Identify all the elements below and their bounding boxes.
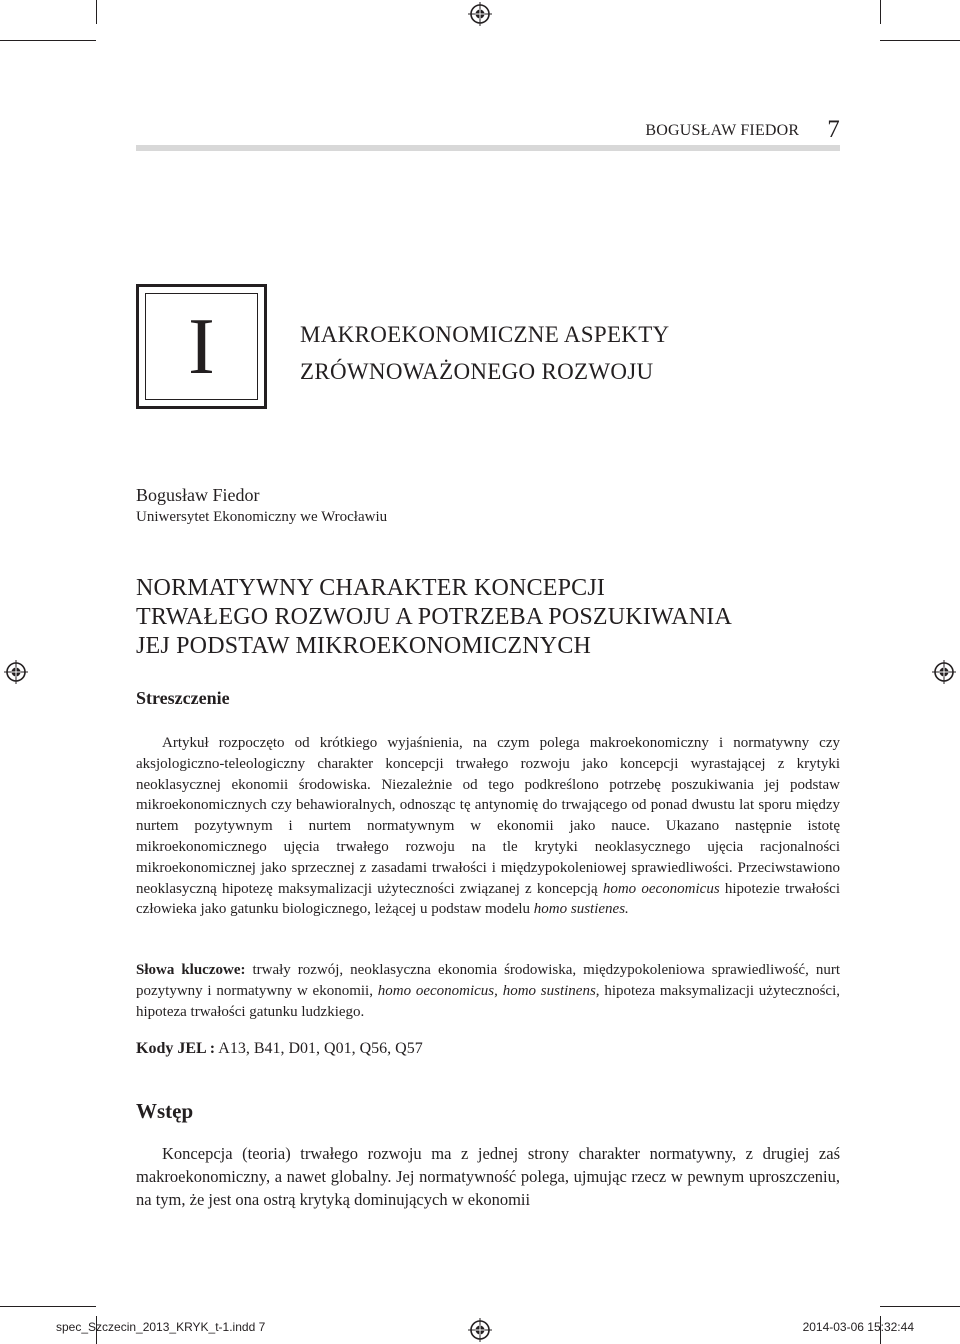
running-header-author: BOGUSŁAW FIEDOR xyxy=(645,122,800,139)
article-title xyxy=(136,574,732,661)
footer-filename: spec_Szczecin_2013_KRYK_t-1.indd 7 xyxy=(56,1320,266,1334)
running-header xyxy=(136,116,840,144)
crop-mark xyxy=(880,0,881,24)
jel-label: Kody JEL : xyxy=(136,1040,216,1057)
crop-mark xyxy=(0,1306,96,1307)
page-number: 7 xyxy=(827,116,840,143)
article-title-line: TRWAŁEGO ROZWOJU A POTRZEBA POSZUKIWANIA xyxy=(136,604,732,630)
footer-timestamp: 2014-03-06 15:32:44 xyxy=(802,1320,914,1334)
author-affiliation: Uniwersytet Ekonomiczny we Wrocławiu xyxy=(136,509,388,525)
registration-target-icon xyxy=(4,660,28,684)
crop-mark xyxy=(96,0,97,24)
registration-target-icon xyxy=(468,2,492,26)
article-title-line: NORMATYWNY CHARAKTER KONCEPCJI xyxy=(136,575,606,601)
intro-text: Koncepcja (teoria) trwałego rozwoju ma z jednej strony charakter normatywny, z drugiej zaś makroekonomiczny, a nawet globalny. Jej normatywność polega, ujmując rzecz w pewnym uproszczeniu, na tym, że jest ona ostrą krytyką dominujących w ekonomii xyxy=(136,1144,840,1209)
chapter-title xyxy=(300,316,669,390)
intro-heading: Wstęp xyxy=(136,1099,194,1123)
chapter-title-line: MAKROEKONOMICZNE ASPEKTY xyxy=(300,322,670,347)
keywords-label: Słowa kluczowe: xyxy=(136,962,246,978)
article-title-line: JEJ PODSTAW MIKROEKONOMICZNYCH xyxy=(136,633,592,659)
chapter-numeral-box xyxy=(136,284,267,409)
author-name: Bogusław Fiedor xyxy=(136,485,260,505)
header-rule xyxy=(136,145,840,151)
chapter-numeral: I xyxy=(145,293,258,400)
jel-codes: Kody JEL : A13, B41, D01, Q01, Q56, Q57 xyxy=(136,1040,423,1057)
crop-mark xyxy=(0,40,96,41)
registration-target-icon xyxy=(932,660,956,684)
registration-target-icon xyxy=(468,1318,492,1342)
abstract-heading: Streszczenie xyxy=(136,688,230,708)
keywords: Słowa kluczowe: trwały rozwój, neoklasyczna ekonomia środowiska, międzypokoleniowa sprawiedliwość, nurt pozytywny i normatywny w ekonomii, homo oeconomicus, homo sustinens, hipoteza maksymalizacji użyteczności, hipoteza trwałości gatunku ludzkiego. xyxy=(136,962,841,1020)
crop-mark xyxy=(880,1306,960,1307)
abstract-text: Artykuł rozpoczęto od krótkiego wyjaśnienia, na czym polega makroekonomiczny i normatywny czy aksjologiczno-teleologiczny charakter koncepcji trwałego rozwoju jako koncepcji wyrastającej z krytyki neoklasycznej ekonomii środowiska. Niezależnie od tego podkreślono potrzebę poszukiwania jej podstaw mikroekonomicznych czy behawioralnych, odnosząc tę antynomię do trwającego od ponad dwustu lat sporu między nurtem pozytywnym i nurtem normatywnym w ekonomii jako nauce. Ukazano następnie istotę mikroekonomicznego ujęcia trwałego rozwoju na tle krytyki neoklasycznego ujęcia racjonalności mikroekonomicznej jako sprzecznej z zasadami trwałości i międzypokoleniowej sprawiedliwości. Przeciwstawiono neoklasyczną hipotezę maksymalizacji użyteczności związanej z koncepcją homo oeconomicus hipotezie trwałości człowieka jako gatunku biologicznego, leżącej u podstaw modelu homo sustienes. xyxy=(136,735,840,918)
chapter-title-line: ZRÓWNOWAŻONEGO ROZWOJU xyxy=(300,359,654,384)
crop-mark xyxy=(880,40,960,41)
